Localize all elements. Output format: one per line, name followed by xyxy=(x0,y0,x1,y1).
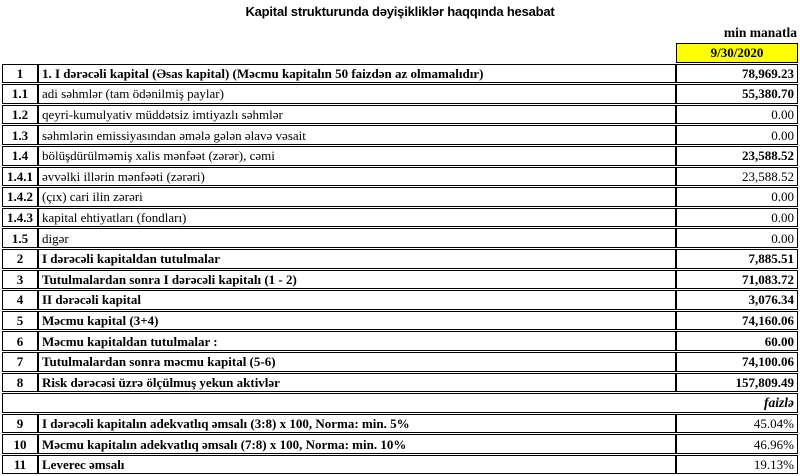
percent-section-row xyxy=(2,393,798,413)
table-row xyxy=(2,208,798,228)
row-number-cell: 5 xyxy=(2,311,38,331)
table-row xyxy=(2,249,798,269)
row-value-cell: 23,588.52 xyxy=(676,146,798,166)
table-row xyxy=(2,352,798,372)
row-number-cell: 1 xyxy=(2,64,38,84)
row-number-cell: 3 xyxy=(2,270,38,290)
row-label-cell: Tutulmalardan sonra məcmu kapital (5-6) xyxy=(38,352,676,372)
row-label-cell: Məcmu kapital (3+4) xyxy=(38,311,676,331)
row-value-cell: 74,160.06 xyxy=(676,311,798,331)
row-value-cell: 157,809.49 xyxy=(676,373,798,393)
table-row xyxy=(2,434,798,454)
row-label-cell: digər xyxy=(38,228,676,248)
row-number-cell: 8 xyxy=(2,373,38,393)
table-row xyxy=(2,125,798,145)
table-row xyxy=(2,187,798,207)
unit-label: min manatla xyxy=(723,25,797,40)
table-row xyxy=(2,105,798,125)
report-date-cell: 9/30/2020 xyxy=(676,43,798,63)
row-number-cell: 6 xyxy=(2,331,38,351)
row-value-cell: 55,380.70 xyxy=(676,84,798,104)
page-title: Kapital strukturunda dəyişikliklər haqqında hesabat xyxy=(245,4,555,19)
row-value-cell: 7,885.51 xyxy=(676,249,798,269)
row-label-cell: kapital ehtiyatları (fondları) xyxy=(38,208,676,228)
row-number-cell: 1.4.1 xyxy=(2,167,38,187)
row-label-cell: I dərəcəli kapitalın adekvatlıq əmsalı (3:8) x 100, Norma: min. 5% xyxy=(38,414,676,434)
row-value-cell: 0.00 xyxy=(676,228,798,248)
date-header-row xyxy=(2,43,798,63)
row-value-cell: 0.00 xyxy=(676,105,798,125)
row-label-cell: Tutulmalardan sonra I dərəcəli kapitalı (1 - 2) xyxy=(38,270,676,290)
table-row xyxy=(2,270,798,290)
table-row xyxy=(2,84,798,104)
table-row xyxy=(2,455,798,475)
row-value-cell: 23,588.52 xyxy=(676,167,798,187)
empty-cell xyxy=(2,43,38,63)
row-number-cell: 7 xyxy=(2,352,38,372)
row-label-cell: əvvəlki illərin mənfəəti (zərəri) xyxy=(38,167,676,187)
row-value-cell: 71,083.72 xyxy=(676,270,798,290)
table-row xyxy=(2,290,798,310)
table-row xyxy=(2,64,798,84)
row-number-cell: 1.4.2 xyxy=(2,187,38,207)
row-value-cell: 3,076.34 xyxy=(676,290,798,310)
capital-structure-table xyxy=(2,42,798,475)
row-number-cell: 4 xyxy=(2,290,38,310)
table-row xyxy=(2,414,798,434)
row-number-cell: 1.4.3 xyxy=(2,208,38,228)
table-row xyxy=(2,311,798,331)
table-row xyxy=(2,167,798,187)
empty-cell xyxy=(38,43,676,63)
table-row xyxy=(2,228,798,248)
row-value-cell: 19.13% xyxy=(676,455,798,475)
row-label-cell: Leverec əmsalı xyxy=(38,455,676,475)
row-value-cell: 0.00 xyxy=(676,187,798,207)
row-number-cell: 1.5 xyxy=(2,228,38,248)
row-label-cell: səhmlərin emissiyasından əmələ gələn əlavə vəsait xyxy=(38,125,676,145)
row-number-cell: 1.2 xyxy=(2,105,38,125)
row-label-cell: Məcmu kapitaldan tutulmalar : xyxy=(38,331,676,351)
row-value-cell: 45.04% xyxy=(676,414,798,434)
row-label-cell: qeyri-kumulyativ müddətsiz imtiyazlı səhmlər xyxy=(38,105,676,125)
row-label-cell: bölüşdürülməmiş xalis mənfəət (zərər), cəmi xyxy=(38,146,676,166)
row-value-cell: 0.00 xyxy=(676,125,798,145)
row-value-cell: 78,969.23 xyxy=(676,64,798,84)
row-value-cell: 46.96% xyxy=(676,434,798,454)
table-row xyxy=(2,373,798,393)
row-label-cell: Risk dərəcəsi üzrə ölçülmuş yekun aktivlər xyxy=(38,373,676,393)
table-row xyxy=(2,146,798,166)
row-number-cell: 1.1 xyxy=(2,84,38,104)
row-number-cell: 9 xyxy=(2,414,38,434)
row-label-cell: (çıx) cari ilin zərəri xyxy=(38,187,676,207)
row-label-cell: adi səhmlər (tam ödənilmiş paylar) xyxy=(38,84,676,104)
row-number-cell: 1.4 xyxy=(2,146,38,166)
table-row xyxy=(2,331,798,351)
row-value-cell: 60.00 xyxy=(676,331,798,351)
row-value-cell: 0.00 xyxy=(676,208,798,228)
percent-unit-label: faizlə xyxy=(2,393,798,413)
row-label-cell: 1. I dərəcəli kapital (Əsas kapital) (Məcmu kapitalın 50 faizdən az olmamalıdır) xyxy=(38,64,676,84)
row-label-cell: Məcmu kapitalın adekvatlıq əmsalı (7:8) x 100, Norma: min. 10% xyxy=(38,434,676,454)
row-number-cell: 2 xyxy=(2,249,38,269)
row-value-cell: 74,100.06 xyxy=(676,352,798,372)
row-number-cell: 10 xyxy=(2,434,38,454)
row-label-cell: I dərəcəli kapitaldan tutulmalar xyxy=(38,249,676,269)
row-number-cell: 1.3 xyxy=(2,125,38,145)
row-label-cell: II dərəcəli kapital xyxy=(38,290,676,310)
row-number-cell: 11 xyxy=(2,455,38,475)
